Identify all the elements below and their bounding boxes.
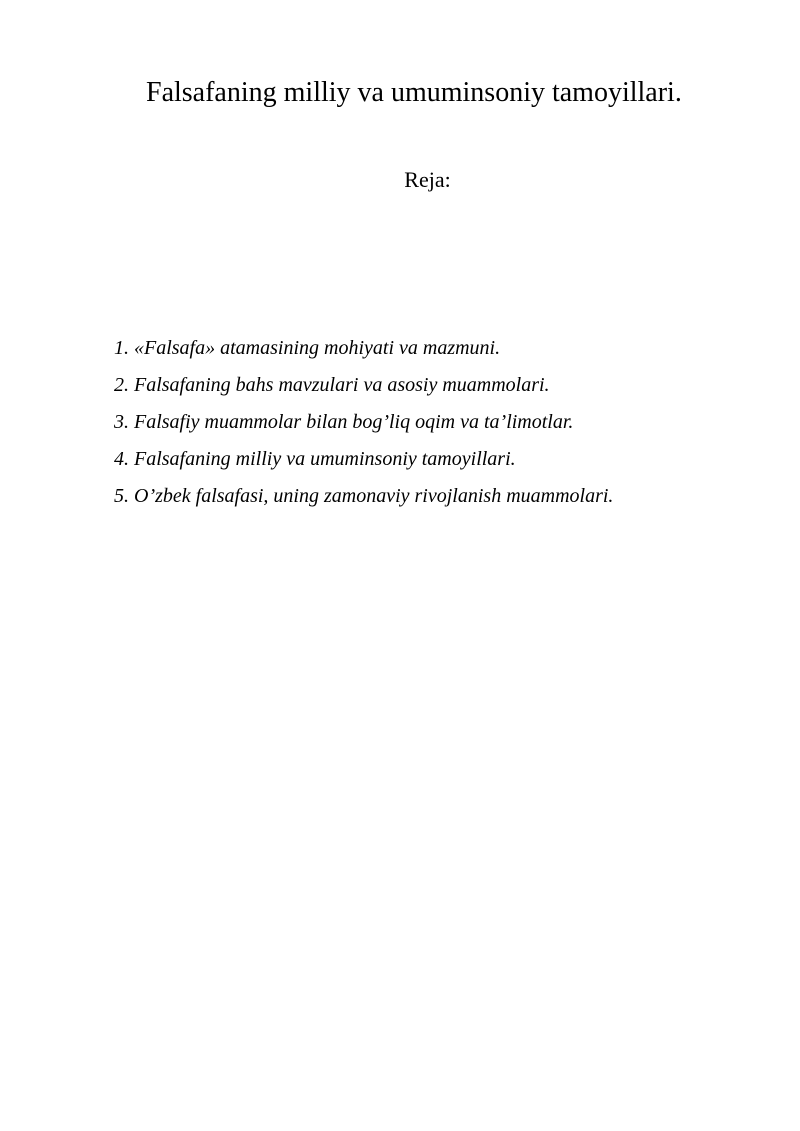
plan-list xyxy=(114,330,613,515)
plan-item: 5. O’zbek falsafasi, uning zamonaviy rivojlanish muammolari. xyxy=(114,485,614,507)
plan-item: 2. Falsafaning bahs mavzulari va asosiy muammolari. xyxy=(114,374,550,396)
plan-item: 1. «Falsafa» atamasining mohiyati va mazmuni. xyxy=(114,337,501,359)
document-title: Falsafaning milliy va umuminsoniy tamoyillari. xyxy=(146,77,682,108)
plan-heading: Reja: xyxy=(404,167,451,192)
plan-item: 3. Falsafiy muammolar bilan bog’liq oqim va ta’limotlar. xyxy=(114,411,574,433)
plan-item: 4. Falsafaning milliy va umuminsoniy tamoyillari. xyxy=(114,448,516,470)
